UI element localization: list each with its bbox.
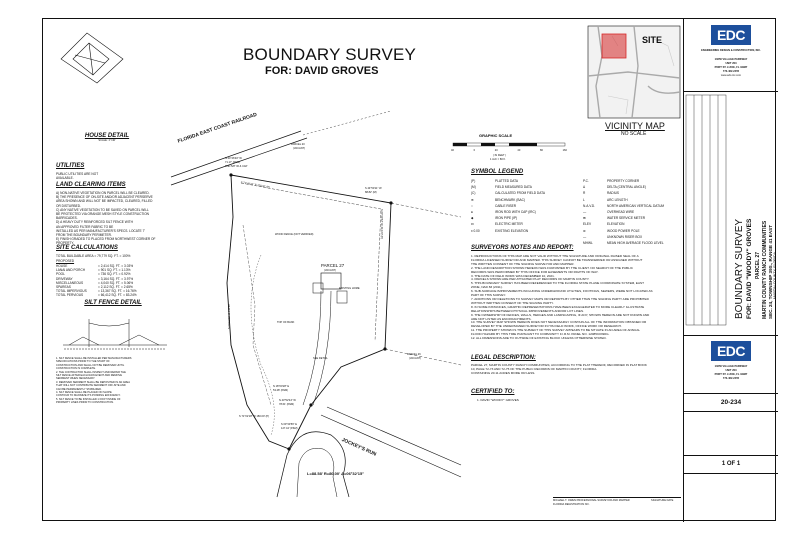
- company-phone-bottom: 772-462-2455: [722, 377, 740, 380]
- silt-fence-note: SPECIFICATIONS PRIOR TO THE START OF: [56, 360, 110, 364]
- surveyor-note-line: WITHOUT WRITTEN CONSENT OF THE SIGNING PARTY.: [471, 300, 554, 305]
- legend-text: OVERHEAD WIRE: [607, 210, 635, 214]
- company-phone: 772-462-2455: [722, 70, 740, 73]
- legend-text: WATER SERVICE METER: [607, 216, 646, 221]
- surveyor-note-line: ARE NOT LISTED AS ENCROACHMENTS.: [471, 316, 532, 321]
- course-5-dist: 127.44' (P&M): [281, 427, 298, 430]
- land-clearing-line: AREA SHOWN AND WILL NOT BE IMPACTED, CLEARED, FILLED: [56, 199, 153, 204]
- sheet-title-2: FOR: DAVID "WOODY" GROVES: [746, 218, 753, 319]
- land-clearing-line: E) FINISH GRADED TO PLACED FROM NORTHWEST CORNER OF: [56, 237, 156, 242]
- revision-table: [686, 95, 726, 325]
- site-calc-value: = 901 SQ. FT. = 1.13%: [98, 268, 131, 273]
- certified-line: 1. DAVID "WOODY" GROVES: [477, 398, 519, 402]
- job-number: 20-234: [720, 399, 742, 406]
- silt-fence-diagram: [59, 315, 171, 353]
- company-address-2: UNIT 203: [725, 62, 737, 65]
- surveyor-notes-list: [471, 255, 679, 341]
- site-calc-value: = 66,412 SQ. FT. = 83.24%: [98, 293, 137, 298]
- page-title: BOUNDARY SURVEY: [243, 45, 417, 64]
- boundary-plan-drawing: [171, 105, 461, 497]
- company-logo-bottom: EDC: [711, 341, 751, 361]
- silt-fence-note: THAT WILL NOT CONTRIBUTE SEDIMENT OFF-SITE AND: [56, 384, 126, 388]
- sheet-title-6: MARTIN COUNTY, FLORIDA: [773, 252, 777, 299]
- company-address-3: PORT ST. LUCIE, FL 34987: [714, 66, 748, 69]
- surveyor-note-line: 11. THE PROPERTY SHOWN IS THE SUBJECT OF THIS SURVEY APPEARS TO BE SITUATE IN AN AREA OF ANNUAL: [471, 328, 640, 333]
- surveyor-note-line: 12. ALL DIMENSIONS ARE TO OUTSIDE OF EXISTING BLOCK UNLESS OTHERWISE STATED.: [471, 336, 607, 341]
- legend-row: [583, 191, 619, 195]
- silt-fence-note: CONSTRUCTION AND SHALL NOT BE REMOVED UNTIL: [56, 363, 125, 367]
- surveyor-note-line: ZONE, NAD 83 (2011).: [471, 285, 503, 290]
- legend-symbol: ⊗: [583, 228, 586, 233]
- site-calc-total: TOTAL BUILDABLE AREA = 79,779 SQ. FT. = 100%: [56, 254, 131, 258]
- legend-symbol: R: [583, 191, 586, 196]
- surveyor-note-line: 8. IN SOME INSTANCES, GRAPHIC REPRESENTATIONS HAVE BEEN EXAGGERATED TO MORE CLEARLY ILLUSTRATE: [471, 304, 645, 309]
- site-calc-label: TOTAL PERVIOUS: [56, 293, 84, 298]
- legend-symbol: ◆: [471, 216, 474, 221]
- legend-symbol: ⊕: [471, 197, 474, 202]
- surveyor-notes-header: SURVEYORS NOTES AND REPORT:: [471, 245, 574, 251]
- legend-symbol: MHWL: [583, 241, 593, 245]
- vicinity-map: [588, 26, 680, 118]
- legend-text: RADIUS: [607, 191, 620, 196]
- surveyor-note-line: 5. THIS BOUNDARY SURVEY HAS BEEN REFERENCED TO THE FLORIDA STATE PLANE COORDINATE SYSTEM, EAST: [471, 281, 645, 286]
- legend-symbol: N.A.V.D.: [583, 203, 596, 208]
- jockeys-run-label: JOCKEY'S RUN: [340, 437, 378, 458]
- legend-row: [583, 204, 664, 208]
- land-clearing-line: BE PROTECTED VIA ORANGE MESH STYLE CONSTRUCTION: [56, 212, 149, 217]
- house-detail-title: HOUSE DETAIL: [84, 133, 130, 139]
- scale-tick: 80: [540, 149, 543, 152]
- sheet-title-5: SEC. 24, TOWNSHIP 39S., RANGE 41 EAST: [768, 224, 773, 319]
- land-clearing-line: A) NON-NATIVE VEGETATION ON PARCEL WILL BE CLEARED.: [56, 191, 150, 195]
- title-block-divider: [684, 473, 778, 474]
- surveyor-note-line: 6. SUB-SURFACE IMPROVEMENTS INCLUDING UNDERGROUND UTILITIES, FOOTINGS, SEWERS, WERE NOT LOCATED AS: [471, 289, 653, 294]
- legend-symbol: L: [583, 197, 585, 202]
- land-clearing-line: INSTALLED AS PER MANUFACTURER'S SPECS. LOCATE 7': [56, 228, 145, 233]
- legend-text: ELECTRIC METER: [495, 222, 523, 227]
- legend-symbol: ELEV: [583, 222, 592, 227]
- surveyor-note-line: 4. PARCELS SHOWN ARE PER ATTACHED PLAT RECORDS OF MARTIN COUNTY.: [471, 277, 590, 282]
- site-calc-label: MISCELLANEOUS: [56, 280, 84, 285]
- site-calc-value: = 3,164 SQ. FT. = 3.97%: [98, 276, 134, 281]
- land-clearing-line: C) ANY NATIVE VEGETATION TO BE SAVED ON PARCEL WILL: [56, 207, 149, 212]
- vicinity-site-label: SITE: [642, 35, 663, 45]
- house-detail-drawing: [53, 25, 133, 85]
- legend-text: ARC LENGTH: [607, 197, 628, 202]
- house-detail-label-group: [67, 133, 147, 142]
- legend-row: [583, 229, 640, 233]
- site-calc-rows: [56, 264, 171, 298]
- surveyor-note-line: DEVELOPED BY THE UNDERSIGNED SURVEYOR IN HIS FIELD WORK, OFFICE WORK OR RESEARCH.: [471, 324, 622, 329]
- surveyor-note-line: 2. THE LAND DESCRIPTION SHOWN HEREON WAS FURNISHED BY THE CLIENT. NO SEARCH OF THE PUBLIC: [471, 265, 633, 270]
- land-clearing-line: BARRICADES.: [56, 216, 78, 221]
- legal-description-text: [471, 364, 679, 376]
- legend-row: [583, 198, 628, 202]
- house-detail-scale: SCALE: 1"=40': [98, 139, 116, 142]
- legend-symbol: ⊞: [583, 216, 586, 221]
- legend-text: CALCULATED FROM FIELD DATA: [495, 191, 545, 196]
- legend-row: [471, 204, 516, 208]
- parcel-20-sub: (VACANT): [293, 147, 306, 150]
- legend-text: IRON ROD WITH CAP (IRC): [495, 210, 536, 214]
- silt-fence-note: 5. SILT FENCE TO BE INSTALLED 1 FOOT INSIDE OF: [56, 397, 121, 401]
- surveyor-note-line: 10. THE SURVEY MAP SHOWN HEREON DOES NOT NECESSARILY CONTAIN ALL OF THE INFORMATION OBTAINED OR: [471, 320, 647, 325]
- course-3-dist: 53.28' (P&M): [273, 389, 289, 392]
- land-clearing-line: PROPERTY.: [56, 241, 74, 246]
- scale-tick: 20: [494, 149, 498, 152]
- silt-fence-note: CAN BE PERMANENTLY STABILIZED.: [56, 387, 102, 391]
- legend-text: DELTA (CENTRAL ANGLE): [607, 185, 646, 190]
- sheet-title-3: PARCEL 27: [755, 251, 761, 279]
- title-block-divider: [684, 411, 778, 412]
- company-address-1: 10250 VILLAGE PARKWAY: [714, 58, 748, 61]
- site-calc-value: = 2,112 SQ. FT. = 2.65%: [98, 285, 133, 290]
- legend-symbol: Δ: [583, 185, 586, 190]
- land-clearing-list: [56, 191, 171, 246]
- title-block-divider: [684, 91, 778, 92]
- silt-fence-note: PROPERTY LINES PRIOR TO CONSTRUCTION.: [56, 401, 114, 405]
- signature-line: [553, 497, 681, 498]
- legal-description-line: CONTAINING 20.11 ACRES MORE OR LESS.: [471, 370, 536, 375]
- railroad-label: FLORIDA EAST COAST RAILROAD: [177, 111, 258, 145]
- legal-description-header: LEGAL DESCRIPTION:: [471, 355, 536, 361]
- legend-row: [471, 216, 517, 220]
- silt-fence-note: SILT FENCE AFTER EACH RAIN EVENT AND REMOVE: [56, 374, 123, 378]
- site-calc-value: = 4,040 SQ. FT. = 5.06%: [98, 280, 134, 285]
- utilities-text: PUBLIC UTILITIES ARE NOT AVAILABLE.: [56, 172, 99, 181]
- site-calc-proposed: PROPOSED: [56, 259, 75, 263]
- certified-header: CERTIFIED TO:: [471, 389, 515, 395]
- site-calc-label: LANAI AND PORCH: [56, 268, 86, 273]
- silt-fence-note: CONSTRUCTION IS COMPLETE.: [56, 367, 96, 371]
- company-web: www.edc-inc.com: [720, 74, 742, 77]
- found-iron: FND 5/8" IR & CAP: [225, 165, 248, 168]
- silt-fence-notes: [56, 357, 174, 405]
- legend-row: [471, 185, 532, 189]
- top-of-bank-label: TOP OF BANK: [277, 321, 295, 324]
- sheet-title-4: MARTIN COUNTY RANCH COMMUNITIES: [762, 220, 768, 319]
- legend-symbol: ⊡: [471, 222, 474, 227]
- legend-text: UNKNOWN RISER BOX: [607, 234, 643, 239]
- utilities-header: UTILITIES: [56, 163, 85, 169]
- sheet-title-1: BOUNDARY SURVEY: [734, 218, 745, 319]
- legend-row: [471, 198, 525, 202]
- graphic-scale-label: GRAPHIC SCALE: [479, 133, 513, 138]
- land-clearing-line: FROM THE BOUNDARY PERIMETER.: [56, 233, 112, 238]
- parcel-27-sub: (VACANT): [324, 269, 337, 272]
- graphic-scale-bar: [451, 139, 567, 149]
- course-5: S 00°33'56" E: [281, 423, 298, 426]
- scale-tick: 40: [451, 149, 454, 152]
- surveyor-note-line: PART OF THIS SURVEY.: [471, 293, 506, 298]
- scale-tick: 40: [517, 149, 521, 152]
- silt-fence-note: CONTOUR TO MAXIMIZE ITS PONDING EFFICIENCY.: [56, 394, 121, 398]
- symbol-legend-header: SYMBOL LEGEND: [471, 169, 524, 175]
- signature-name: MICHAEL T. OWEN PROFESSIONAL SURVEYOR AND MAPPER: [553, 499, 630, 502]
- legal-description-line: 10, PAGE 72-73 AND 72-75 OF THE PUBLIC RECORDS OF MARTIN COUNTY, FLORIDA.: [471, 366, 598, 371]
- silt-fence-note: SEDIMENT WHEN NECESSARY.: [56, 377, 96, 381]
- right-bearing: S 00°33'52" W 414.00' (P): [380, 209, 383, 240]
- silt-fence-note: 2. THE CONTRACTOR SHALL INSPECT AND REPAIR THE: [56, 370, 126, 374]
- legend-text: EXISTING ELEVATION: [495, 228, 529, 233]
- scale-tick: 0: [473, 149, 476, 152]
- top-bearing: S 71°48'14" E 478.00' (P): [240, 181, 270, 190]
- legend-row: [583, 235, 642, 239]
- bottom-bearing: S 71°02'18" W 180.00' (P): [239, 415, 270, 418]
- legend-symbol: (M): [471, 185, 476, 190]
- legend-symbol: ○: [471, 203, 473, 208]
- parcel-20-label: PARCEL 20: [291, 143, 305, 146]
- legend-row: [583, 216, 645, 220]
- land-clearing-line: AN APPROVED FILTER FABRIC TO BE: [56, 224, 114, 229]
- survey-sheet: [42, 18, 776, 521]
- vicinity-no-scale: NO SCALE: [621, 131, 647, 137]
- signature-registration: FLORIDA REGISTRATION NO.: [553, 503, 590, 506]
- silt-fence-note: 4. SILT FENCE SHALL BE PLACED ON SLOPE: [56, 391, 112, 395]
- site-calc-header: SITE CALCULATIONS: [56, 245, 118, 251]
- silt-fence-note: 1. SILT FENCE SHALL BE INSTALLED PER MANUFACTURERS: [56, 357, 132, 360]
- sheet-number: 1 OF 1: [721, 461, 741, 467]
- surveyor-note-line: THE WRITTEN CONSENT OF THE SIGNING SURVEYOR AND MAPPER.: [471, 261, 575, 266]
- legend-symbol: x 0.00: [471, 228, 480, 233]
- course-2: S 44°50'11" W: [365, 187, 382, 190]
- course-1-dist: 71.17' (P&M): [225, 161, 241, 164]
- legend-text: PLATTED DATA: [495, 179, 519, 183]
- course-4: N 43°52'44" W: [279, 399, 296, 402]
- surveyor-note-line: 3. THE DATE OF FIELD WORK WAS DECEMBER 10, 2021.: [471, 273, 555, 278]
- legend-text: PROPERTY CORNER: [607, 179, 640, 183]
- parcel-26-sub: (VACANT): [409, 357, 422, 360]
- site-location-box: [602, 34, 626, 58]
- legal-description-line: PARCEL 27, MARTIN COUNTY RANCH COMMUNITIES; ACCORDING TO THE PLAT THEREOF, RECORDED IN PLAT BOOK: [471, 363, 647, 367]
- legend-symbol: (C): [471, 191, 476, 196]
- site-calc-label: TOTAL IMPERVIOUS: [56, 289, 87, 294]
- legend-row: [471, 210, 536, 214]
- legend-symbol: —: [583, 210, 587, 214]
- site-calc-row: [56, 293, 171, 297]
- silt-fence-note: 3. REMOVED SEDIMENT SHALL BE DEPOSITED IN AN AREA: [56, 380, 130, 384]
- legend-row: [471, 222, 523, 226]
- land-clearing-line: OR DISTURBED.: [56, 203, 81, 208]
- site-calc-value: = 2,414 SQ. FT. = 3.03%: [98, 264, 134, 268]
- legend-symbol: (P): [471, 179, 476, 183]
- legend-text: MEAN HIGH AVERAGE FLOOD LEVEL: [607, 241, 664, 245]
- surveyor-note-line: RECORDS WAS PERFORMED BY THIS OFFICE FOR EASEMENTS OR RIGHTS OF WAY.: [471, 269, 599, 274]
- land-clearing-header: LAND CLEARING ITEMS: [56, 182, 126, 188]
- site-calc-label: SPAREAS: [56, 285, 71, 290]
- silt-fence-header: SILT FENCE DETAIL: [84, 300, 142, 306]
- legend-row: [471, 179, 518, 183]
- legend-row: [471, 229, 528, 233]
- legend-row: [583, 179, 639, 183]
- see-detail-label: SEE DETAIL: [313, 357, 328, 360]
- left-bearing: N 00°03'35" E 411.33': [228, 303, 231, 329]
- surveyor-note-line: 9. THE OWNERSHIP OF FENCES, WALLS, HEDGES AND LANDSCAPING, IF ANY, SHOWN HEREON ARE NOT KNOWN AND: [471, 312, 650, 317]
- legend-text: BENCHMARK (BAC): [495, 197, 525, 202]
- company-address-1-bottom: 10250 VILLAGE PARKWAY: [714, 365, 748, 368]
- land-clearing-line: B) THE PRESENCE OF ON-SITE AND/OR ADJACENT PERSERVE: [56, 195, 153, 200]
- surveyor-note-line: FLORIDA LICENSED SURVEYOR AND MAPPER. THIS SURVEY CANNOT BE TRANSFERRED OR ASSIGNED WITHOUT: [471, 257, 643, 262]
- legend-text: CABLE RISER: [495, 203, 517, 208]
- legend-row: [583, 210, 634, 214]
- legend-text: ELEVATION: [607, 222, 625, 227]
- signature-date: SIGNATURE DATE: [651, 499, 674, 502]
- site-calc-label: POOL: [56, 272, 65, 277]
- legend-text: NORTH AMERICAN VERTICAL DATUM: [607, 203, 665, 208]
- site-calc-value: = 736 SQ. FT. = 0.92%: [98, 272, 131, 277]
- surveyor-note-line: 1. REPRODUCTIONS OF THIS MAP ARE NOT VALID WITHOUT THE SIGNATURE AND ORIGINAL RAISED SEAL OF A: [471, 254, 639, 258]
- legend-symbol: —: [583, 234, 587, 239]
- legend-row: [583, 222, 624, 226]
- legend-row: [583, 185, 646, 189]
- parcel-26-label: PARCEL 26: [407, 353, 421, 356]
- land-clearing-line: D) A HEAVY DUTY REINFORCED SILT FENCE WITH: [56, 220, 133, 225]
- title-block-divider: [684, 335, 778, 336]
- existing-home-label: EXISTING HOME: [339, 287, 360, 290]
- parcel-27-label: PARCEL 27: [321, 263, 345, 268]
- company-address-2-bottom: UNIT 203: [725, 369, 737, 372]
- company-name: ENGINEERING DESIGN & CONSTRUCTION, INC.: [701, 49, 761, 52]
- legend-row: [471, 191, 545, 195]
- vicinity-map-title: VICINITY MAP: [605, 121, 665, 131]
- legend-text: WOOD POWER POLE: [607, 228, 640, 233]
- title-block: [683, 19, 778, 522]
- surveyor-note-line: RELATIONSHIPS BETWEEN PHYSICAL IMPROVEMENTS AND/OR LOT LINES.: [471, 308, 584, 313]
- scale-ticks: [451, 149, 567, 152]
- course-1: N 44°46'40" W: [225, 157, 242, 160]
- site-calc-value: = 13,367 SQ. FT. = 16.76%: [98, 289, 137, 294]
- company-address-3-bottom: PORT ST. LUCIE, FL 34987: [714, 373, 748, 376]
- scale-unit: ( IN FEET ): [493, 154, 507, 157]
- wood-fence-label: WOOD FENCE (NOT VERIFIED): [275, 233, 314, 236]
- scale-inch: 1 inch = 80 ft.: [490, 158, 506, 161]
- course-4-dist: 78.61' (P&M): [279, 403, 295, 406]
- legend-row: [583, 241, 664, 245]
- legend-symbol: P.C.: [583, 179, 589, 183]
- legend-symbol: ●: [471, 210, 473, 214]
- curve-data: L=88.58' R=80.00' Δ=06°32'15": [307, 471, 365, 476]
- course-3: N 18°00'28" E: [273, 385, 290, 388]
- page-subtitle: FOR: DAVID GROVES: [265, 65, 379, 77]
- surveyor-note-line: 7. ADDITIONS OR DELETIONS TO SURVEY MAPS OR REPORTS BY OTHER THAN THE SIGNING PARTY ARE PROHIBITED: [471, 296, 649, 301]
- title-block-divider: [684, 393, 778, 394]
- company-logo: EDC: [711, 25, 751, 45]
- site-calc-label: HOUSE: [56, 264, 68, 268]
- legend-text: IRON PIPE (IP): [495, 216, 518, 221]
- surveyor-note-line: FLOOD HAZARD BY THIS TIME PURSUANT TO COMMUNITY F.I.R.M. PANEL NO. 12085C0390G.: [471, 332, 610, 337]
- title-block-divider: [684, 455, 778, 456]
- site-calc-label: DRIVEWAY: [56, 276, 73, 281]
- course-2-dist: 88.82' (M): [365, 191, 377, 194]
- scale-tick: 160: [562, 149, 567, 152]
- legend-text: FIELD MEASURED DATA: [495, 185, 532, 190]
